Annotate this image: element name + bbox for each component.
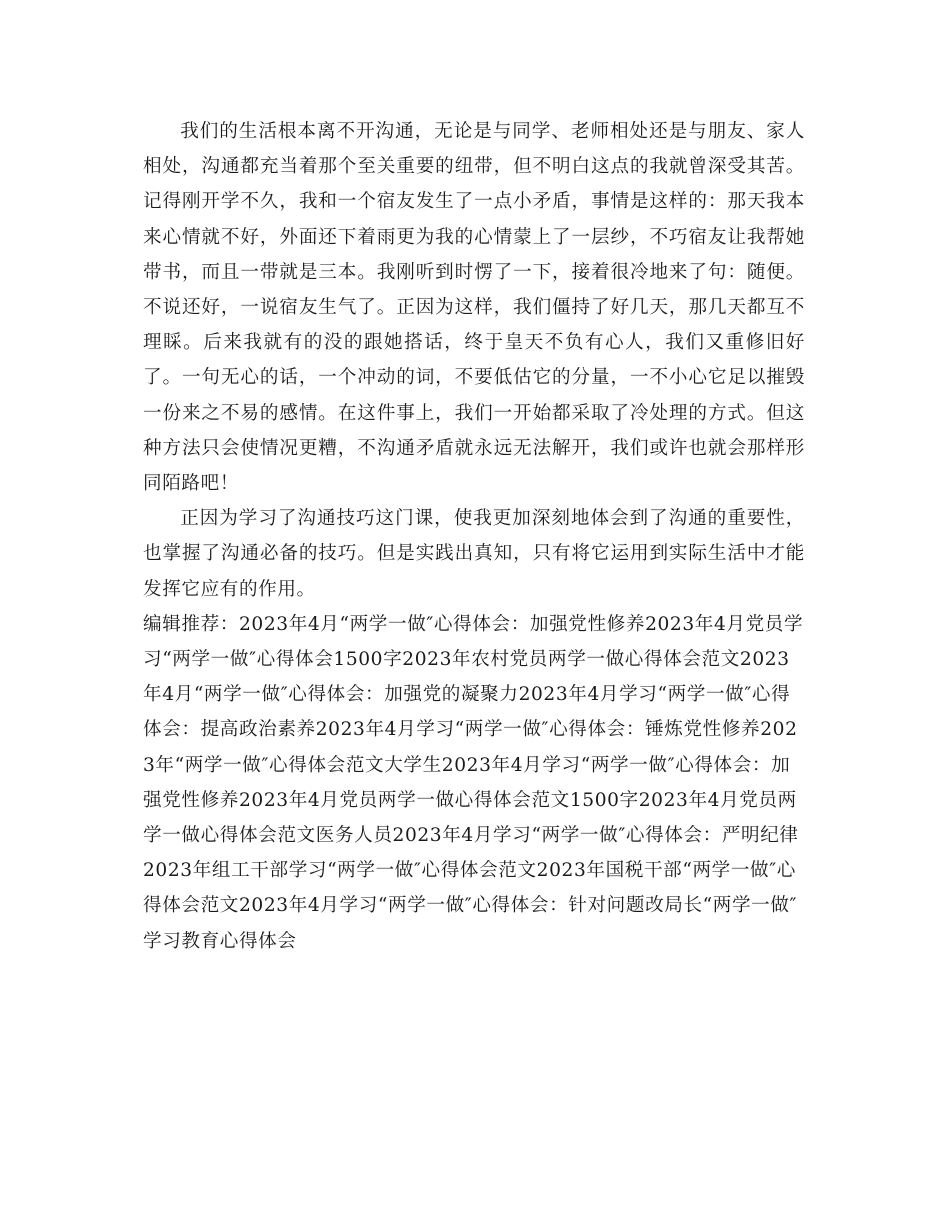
editor-recommendation: 编辑推荐：2023年4月“两学一做″心得体会：加强党性修养2023年4月党员学习“两学一做″心得体会1500字2023年农村党员两学一做心得体会范文2023年4月“两学一做″心得体会：加强党的凝聚力2023年4月学习“两学一做″心得体会：提高政治素养2023年4月学习“两学一做″心得体会：锤炼党性修养2023年“两学一做″心得体会范文大学生2023年4月学习“两学一做″心得体会：加强党性修养2023年4月党员两学一做心得体会范文1500字2023年4月党员两学一做心得体会范文医务人员2023年4月学习“两学一做″心得体会：严明纪律2023年组工干部学习“两学一做″心得体会范文2023年国税干部“两学一做″心得体会范文2023年4月学习“两学一做″心得体会：针对问题改局长“两学一做″学习教育心得体会 bbox=[143, 613, 804, 952]
body-paragraph-1: 我们的生活根本离不开沟通，无论是与同学、老师相处还是与朋友、家人相处，沟通都充当着那个至关重要的纽带，但不明白这点的我就曾深受其苦。记得刚开学不久，我和一个宿友发生了一点小矛盾，事情是这样的：那天我本来心情就不好，外面还下着雨更为我的心情蒙上了一层纱，不巧宿友让我帮她带书，而且一带就是三本。我刚听到时愣了一下，接着很冷地来了句：随便。不说还好，一说宿友生气了。正因为这样，我们僵持了好几天，那几天都互不理睬。后来我就有的没的跟她搭话，终于皇天不负有心人，我们又重修旧好了。一句无心的话，一个冲动的词，不要低估它的分量，一不小心它足以摧毁一份来之不易的感情。在这件事上，我们一开始都采取了冷处理的方式。但这种方法只会使情况更糟，不沟通矛盾就永远无法解开，我们或许也就会那样形同陌路吧！ bbox=[143, 121, 805, 495]
body-paragraph-2: 正因为学习了沟通技巧这门课，使我更加深刻地体会到了沟通的重要性，也掌握了沟通必备的技巧。但是实践出真知，只有将它运用到实际生活中才能发挥它应有的作用。 bbox=[143, 508, 805, 600]
document-body bbox=[143, 114, 805, 959]
